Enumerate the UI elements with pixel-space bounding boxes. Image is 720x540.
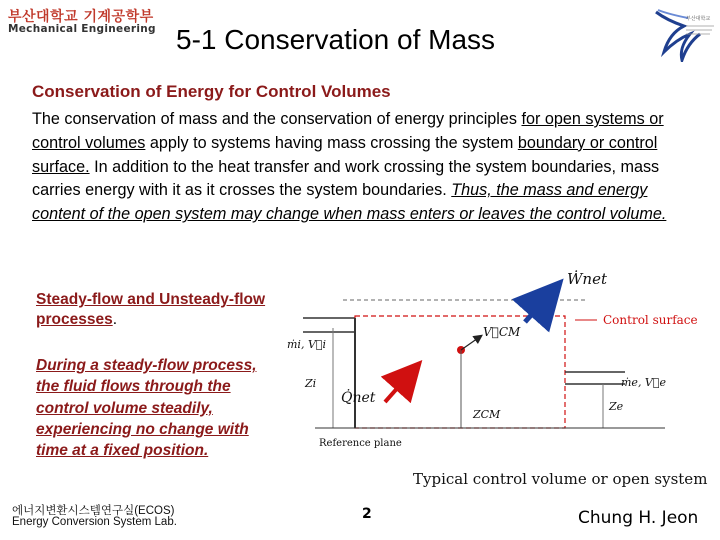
z-i-label: Zi [305,377,317,390]
steady-flow-heading-period: . [112,311,118,328]
university-logo-korean: 부산대학교 기계공학부 [8,9,154,25]
department-logo-english: Mechanical Engineering [8,23,156,35]
reference-plane-label: Reference plane [319,438,402,449]
work-arrow [525,286,557,322]
paragraph-text: The conservation of mass and the conservation of energy principles [32,110,522,128]
heat-label: Q̇net [341,390,376,406]
z-cm-label: ZCM [473,408,501,421]
heat-arrow [385,366,417,402]
steady-flow-description: During a steady-flow process, the fluid flows through the control volume steadily, experiencing no change with time at a fixed position. [36,357,257,460]
paragraph-text: In addition to the heat transfer and work crossing the system boundaries, mass carries energy with it as it crosses the system boundaries. [32,157,660,200]
control-surface-boundary [355,316,565,428]
body-paragraph [32,108,702,227]
slide-title: 5-1 Conservation of Mass [176,24,496,55]
z-e-label: Ze [609,400,624,413]
paragraph-italic-underlined-text: Thus, the mass and energy content of the open system may change when mass enters or leaves the control volume. [32,181,667,224]
emblem-text: 부산대학교 [686,16,711,22]
page-number: 2 [362,506,372,522]
velocity-cm-arrow [461,336,481,350]
university-emblem-icon [650,4,716,62]
control-volume-diagram [285,262,715,494]
lab-name-english: Energy Conversion System Lab. [12,516,177,528]
diagram-caption: Typical control volume or open system [413,470,708,488]
paragraph-underlined-text: boundary or control surface. [32,133,658,176]
velocity-cm-label: V⃗CM [483,325,521,339]
outlet-mass-flow-label: ṁe, V⃗e [621,376,666,389]
inlet-mass-flow-label: ṁi, V⃗i [287,338,327,351]
work-label: Ẇnet [567,270,607,288]
lab-name-korean: 에너지변환시스템연구실(ECOS) [12,505,175,517]
steady-flow-heading-text: Steady-flow and Unsteady-flow processes [36,291,266,328]
section-subtitle: Conservation of Energy for Control Volumes [32,82,391,101]
paragraph-text: apply to systems having mass crossing the system [145,133,518,152]
steady-flow-heading [36,290,286,330]
paragraph-underlined-text: for open systems or control volumes [32,110,664,152]
author-name: Chung H. Jeon [578,508,699,528]
control-surface-label: Control surface [603,313,698,327]
